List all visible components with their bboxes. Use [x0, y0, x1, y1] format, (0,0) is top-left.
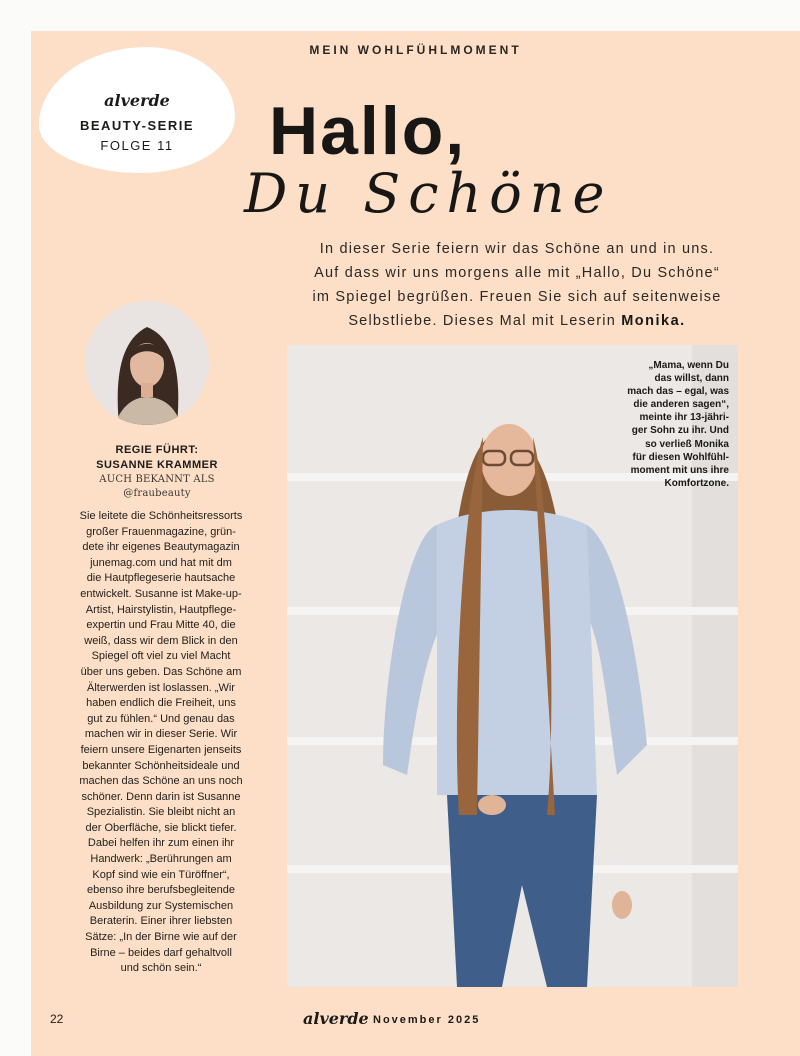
series-episode: FOLGE 11 [100, 138, 174, 153]
series-brand-logo: alverde [104, 91, 170, 110]
reader-photo [287, 345, 738, 987]
bio-line: bekannter Schönheitsideale und [82, 759, 240, 772]
bio-line: der Oberfläche, sie blickt tiefer. [85, 821, 237, 834]
reader-name: Monika. [621, 313, 686, 329]
author-bio [55, 509, 267, 977]
bio-line: entwickelt. Susanne ist Make-up- [80, 587, 242, 600]
intro-line-prefix: Selbstliebe. Dieses Mal mit Leserin [348, 313, 622, 329]
bio-line: haben endlich die Freiheit, uns [86, 697, 236, 710]
bio-line: dete ihr eigenes Beautymagazin [82, 541, 240, 554]
bio-line: Beraterin. Einer ihrer liebsten [89, 915, 233, 928]
bio-line: großer Frauenmagazine, grün- [86, 525, 236, 538]
bio-line: Handwerk: „Berührungen am [90, 853, 232, 866]
caption-line: so verließ Monika [645, 438, 729, 450]
bio-line: junemag.com und hat mit dm [90, 556, 232, 569]
headline-line-1: Hallo, [269, 93, 467, 169]
photo-caption [627, 359, 729, 490]
author-byline [57, 443, 257, 501]
footer-brand-logo: alverde [303, 1009, 369, 1028]
caption-line: ger Sohn zu ihr. Und [631, 425, 729, 437]
bio-line: Spezialistin. Sie bleibt nicht an [86, 806, 236, 819]
bio-line: machen das Schöne an uns noch [79, 775, 243, 788]
caption-line: „Mama, wenn Du [648, 360, 729, 371]
bio-line: Dabei helfen ihr zum einen ihr [87, 837, 235, 850]
series-badge [39, 47, 235, 173]
bio-line: gut zu fühlen.“ Und genau das [87, 712, 235, 725]
bio-line: schöner. Denn darin ist Susanne [81, 790, 241, 803]
bio-line: machen wir in dieser Serie. Wir [84, 728, 238, 741]
byline-handle: @fraubeauty [123, 488, 191, 499]
intro-line: Auf dass wir uns morgens alle mit „Hallo, Du Schöne“ [314, 265, 720, 281]
bio-line: weiß, dass wir dem Blick in den [84, 634, 238, 647]
caption-line: meinte ihr 13-jähri- [639, 412, 729, 424]
caption-line: mach das – egal, was [627, 386, 729, 398]
bio-line: Sie leitete die Schönheitsressorts [79, 510, 243, 522]
caption-line: das willst, dann [654, 373, 729, 385]
caption-line: moment mit uns ihre [630, 464, 729, 476]
bio-line: über uns geben. Das Schöne am [80, 665, 242, 678]
intro-line: In dieser Serie feiern wir das Schöne an und in uns. [319, 241, 715, 257]
bio-line: ebenso ihre berufsbegleitende [86, 884, 235, 897]
bio-line: Kopf sind wie ein Türöffner“, [92, 868, 230, 881]
byline-role: REGIE FÜHRT: [115, 444, 199, 456]
caption-line: Komfortzone. [664, 477, 729, 489]
author-portrait-image [85, 301, 209, 425]
bio-line: expertin und Frau Mitte 40, die [86, 619, 236, 632]
bio-line: Älterwerden ist loslassen. „Wir [87, 681, 235, 694]
author-portrait [85, 301, 209, 425]
intro-text [244, 237, 790, 333]
bio-line: feiern unsere Eigenarten jenseits [80, 743, 242, 756]
byline-name: SUSANNE KRAMMER [96, 459, 218, 471]
intro-line: im Spiegel begrüßen. Freuen Sie sich auf seitenweise [312, 289, 722, 305]
section-kicker: MEIN WOHLFÜHLMOMENT [309, 43, 522, 57]
bio-line: und schön sein.“ [120, 962, 202, 975]
caption-line: die anderen sagen“, [633, 399, 729, 411]
magazine-page [31, 31, 800, 1056]
bio-line: Sätze: „In der Birne wie auf der [85, 931, 237, 944]
byline-aka: AUCH BEKANNT ALS [99, 474, 215, 485]
bio-line: Spiegel oft viel zu viel Macht [91, 650, 231, 663]
bio-line: die Hautpflegeserie hautsache [86, 572, 236, 585]
intro-line [244, 309, 790, 333]
bio-line: Artist, Hairstylistin, Hautpflege- [85, 603, 237, 616]
headline-line-2: Du Schöne [244, 162, 613, 225]
bio-line: Ausbildung zur Systemischen [88, 899, 234, 912]
series-label: BEAUTY-SERIE [79, 118, 195, 133]
footer-issue: November 2025 [373, 1014, 481, 1026]
caption-line: für diesen Wohlfühl- [632, 451, 729, 463]
bio-line: Birne – beides darf gehaltvoll [90, 946, 232, 959]
page-number: 22 [50, 1012, 64, 1026]
